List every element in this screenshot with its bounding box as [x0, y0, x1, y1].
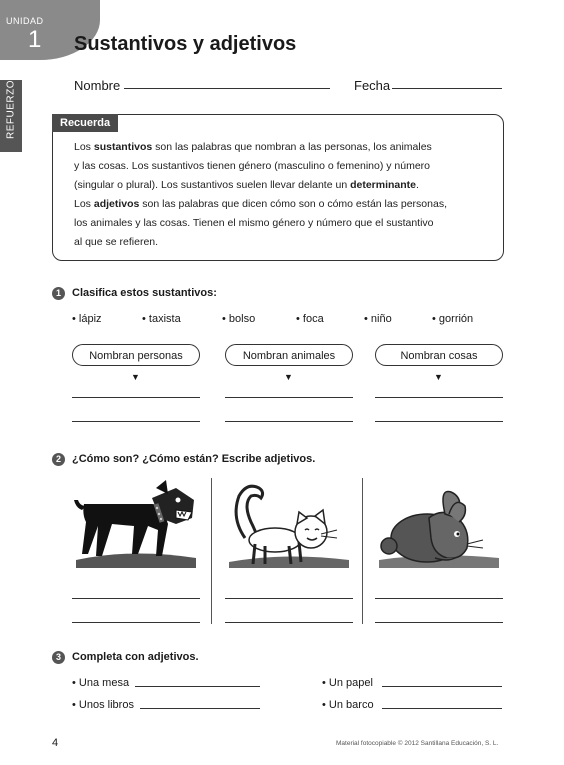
word-item: • taxista: [142, 313, 181, 325]
dog-illustration: [72, 478, 200, 570]
date-label: Fecha: [354, 78, 391, 93]
category-personas: Nombran personas: [72, 344, 200, 366]
answer-line[interactable]: [140, 708, 260, 709]
word-item: • lápiz: [72, 313, 102, 325]
answer-line[interactable]: [375, 598, 503, 599]
page-number: 4: [52, 737, 59, 749]
complete-item: • Un barco: [322, 699, 374, 711]
copyright: Material fotocopiable © 2012 Santillana Educación, S. L.: [336, 740, 499, 747]
exercise-3-number: 3: [52, 651, 65, 664]
complete-item: • Una mesa: [72, 677, 130, 689]
answer-line[interactable]: [72, 397, 200, 398]
cat-illustration: [225, 478, 353, 570]
date-field[interactable]: [392, 88, 502, 89]
answer-line[interactable]: [225, 397, 353, 398]
recuerda-title: Recuerda: [52, 114, 118, 132]
answer-line[interactable]: [72, 598, 200, 599]
answer-line[interactable]: [382, 686, 502, 687]
answer-line[interactable]: [225, 622, 353, 623]
arrow-down-icon: ▼: [434, 372, 443, 382]
arrow-down-icon: ▼: [131, 372, 140, 382]
name-field[interactable]: [124, 88, 330, 89]
recuerda-paragraph-1: Los sustantivos son las palabras que nombran a las personas, los animales y las cosas. Los sustantivos tienen género (masculino o femenino) y número (singular o plural). Los sustantivos suelen llevar delante un determinante.: [74, 141, 432, 191]
unit-number: 1: [28, 26, 42, 53]
exercise-2-title: ¿Cómo son? ¿Cómo están? Escribe adjetivos.: [72, 453, 316, 465]
side-tab-label: REFUERZO: [5, 80, 17, 139]
arrow-down-icon: ▼: [284, 372, 293, 382]
rabbit-illustration: [375, 478, 503, 570]
answer-line[interactable]: [375, 397, 503, 398]
category-animales: Nombran animales: [225, 344, 353, 366]
answer-line[interactable]: [375, 421, 503, 422]
recuerda-paragraph-2: Los adjetivos son las palabras que dicen cómo son o cómo están las personas, los animales y las cosas. Tienen el mismo género y número que el sustantivo al que se refieren.: [74, 198, 447, 248]
word-item: • niño: [364, 313, 392, 325]
exercise-2-number: 2: [52, 453, 65, 466]
word-item: • foca: [296, 313, 324, 325]
exercise-1-number: 1: [52, 287, 65, 300]
word-item: • bolso: [222, 313, 256, 325]
name-label: Nombre: [74, 78, 121, 93]
answer-line[interactable]: [72, 421, 200, 422]
unit-label: UNIDAD: [6, 16, 44, 26]
complete-item: • Unos libros: [72, 699, 134, 711]
answer-line[interactable]: [135, 686, 260, 687]
answer-line[interactable]: [375, 622, 503, 623]
page-title: Sustantivos y adjetivos: [74, 33, 297, 55]
complete-item: • Un papel: [322, 677, 373, 689]
exercise-1-title: Clasifica estos sustantivos:: [72, 287, 217, 299]
divider: [362, 478, 363, 624]
word-item: • gorrión: [432, 313, 474, 325]
category-cosas: Nombran cosas: [375, 344, 503, 366]
answer-line[interactable]: [382, 708, 502, 709]
exercise-3-title: Completa con adjetivos.: [72, 651, 199, 663]
answer-line[interactable]: [225, 598, 353, 599]
answer-line[interactable]: [72, 622, 200, 623]
answer-line[interactable]: [225, 421, 353, 422]
divider: [211, 478, 212, 624]
